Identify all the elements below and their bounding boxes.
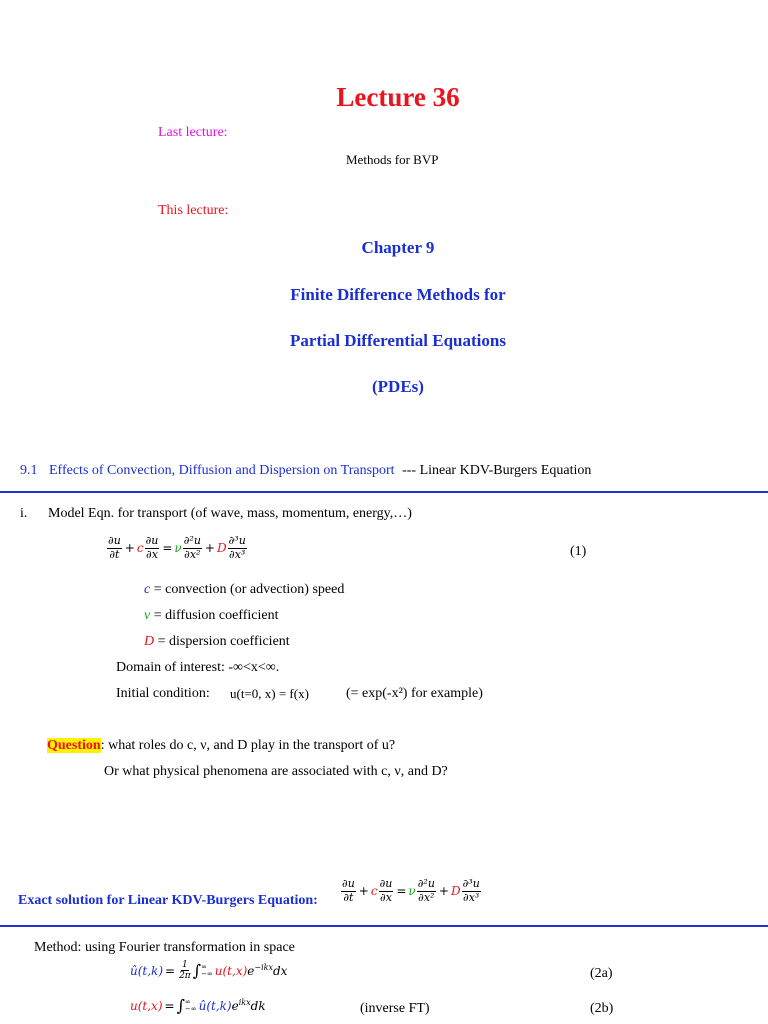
model-intro: Model Eqn. for transport (of wave, mass, momentum, energy,…) [48,506,412,521]
equation-2b: u(t,x) = ∫ ∞ −∞ û(t,k) $e^{ikx}dk$ [130,996,266,1015]
section-suffix: --- Linear KDV-Burgers Equation [402,463,592,478]
equation-2a-number: (2a) [590,966,613,981]
equation-kdv-burgers: $\frac{\partial u}{\partial t}$ + c $\frac{\partial u}{\partial x}$ = ν $\frac{\text{∂²u}}{\text{∂x²}}$ + D $\frac{\text{∂³u}}{\text{∂x³}}$ [342,877,480,904]
domain-of-interest: Domain of interest: -∞<x<∞. [116,660,280,675]
last-lecture-label: Last lecture: [158,125,228,140]
last-lecture-topic: Methods for BVP [346,152,439,167]
equation-1-number: (1) [570,544,587,559]
this-lecture-label: This lecture: [158,203,229,218]
section-heading [20,463,591,479]
question-label: Question [47,738,101,753]
question-line1: Question: what roles do c, ν, and D play in the transport of u? [47,738,396,753]
equation-2a: û(t,k) = $\frac{1}{2\pi}$ ∫ ∞ −∞ u(t,x) $e^{-ikx}dx$ [130,960,288,982]
section-title: Effects of Convection, Diffusion and Dispersion on Transport [49,463,395,478]
section-number: 9.1 [20,463,38,478]
def-diffusion: ν = diffusion coefficient [144,608,279,623]
question-line2: Or what physical phenomena are associated with c, ν, and D? [104,764,448,779]
def-convection: c = convection (or advection) speed [144,582,345,597]
fourier-method: Method: using Fourier transformation in space [34,940,295,955]
initial-condition-eq: u(t=0, x) = f(x) [230,686,309,701]
exact-solution-label: Exact solution for Linear KDV-Burgers Equation: [18,893,318,908]
chapter-title-line1: Finite Difference Methods for [290,285,506,304]
equation-2b-number: (2b) [590,1001,614,1016]
chapter-heading: Chapter 9 [361,238,435,257]
equation-1: $\frac{\partial u}{\partial t}$ + c $\frac{\partial u}{\partial x}$ = ν $\frac{\text{∂²u}}{\text{∂x²}}$ + D $\frac{\text{∂³u}}{\text{∂x³}}$ [108,534,246,561]
initial-condition-label: Initial condition: [116,686,210,701]
def-dispersion: D = dispersion coefficient [144,634,290,649]
chapter-title-line3: (PDEs) [372,377,424,396]
page-title: Lecture 36 [336,82,460,112]
equation-2b-note: (inverse FT) [360,1001,430,1016]
chapter-title-line2: Partial Differential Equations [290,331,506,350]
exact-divider [0,925,768,927]
item-number: i. [20,506,28,521]
section-divider [0,491,768,493]
initial-condition-example: (= exp(-x²) for example) [346,686,483,701]
